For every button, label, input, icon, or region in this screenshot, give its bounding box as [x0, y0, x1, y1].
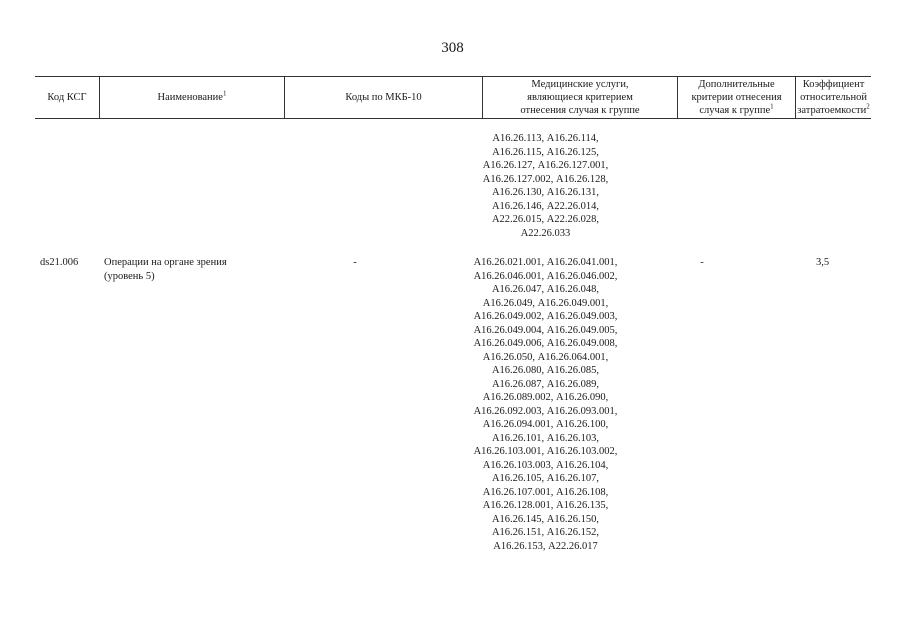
header-coefficient: Коэффициент относительной затратоемкости$^2$	[797, 79, 870, 116]
continued-services-cell: А16.26.113, А16.26.114, А16.26.115, А16.26.125, А16.26.127, А16.26.127.001, А16.26.127.002, А16.26.128, А16.26.130, А16.26.131, А16.26.146, А22.26.014, А22.26.015, А22.26.028, А22.26.033	[482, 133, 609, 239]
row-services-cell: А16.26.021.001, А16.26.041.001, А16.26.046.001, А16.26.046.002, А16.26.047, А16.26.048, А16.26.049, А16.26.049.001, А16.26.049.002, А16.26.049.003, А16.26.049.004, А16.26.049.005, А16.26.049.006, А16.26.049.008, А16.26.050, А16.26.064.001, А16.26.080, А16.26.085, А16.26.087, А16.26.089, А16.26.089.002, А16.26.090, А16.26.092.003, А16.26.093.001, А16.26.094.001, А16.26.100, А16.26.101, А16.26.103, А16.26.103.001, А16.26.103.002, А16.26.103.003, А16.26.104, А16.26.105, А16.26.107, А16.26.107.001, А16.26.108, А16.26.128.001, А16.26.135, А16.26.145, А16.26.150, А16.26.151, А16.26.152, А16.26.153, А22.26.017	[473, 257, 618, 552]
header-code-ksg: Код КСГ	[35, 77, 100, 118]
table-header-row	[35, 76, 871, 119]
header-services: Медицинские услуги, являющиеся критерием отнесения случая к группе	[483, 77, 678, 118]
row-name: Операции на органе зрения (уровень 5)	[104, 257, 227, 282]
row-coefficient: 3,5	[815, 257, 830, 268]
header-extra-criteria: Дополнительные критерии отнесения случая к группе$^1$	[678, 77, 796, 118]
row-mkb-codes: -	[353, 257, 357, 268]
header-mkb-codes: Коды по МКБ-10	[285, 77, 483, 118]
header-name: Наименование$^1$	[100, 77, 285, 118]
ksg-table	[35, 76, 871, 119]
row-code: ds21.006	[40, 257, 79, 268]
page-number: 308	[441, 40, 464, 56]
row-extra-criteria: -	[700, 257, 704, 268]
